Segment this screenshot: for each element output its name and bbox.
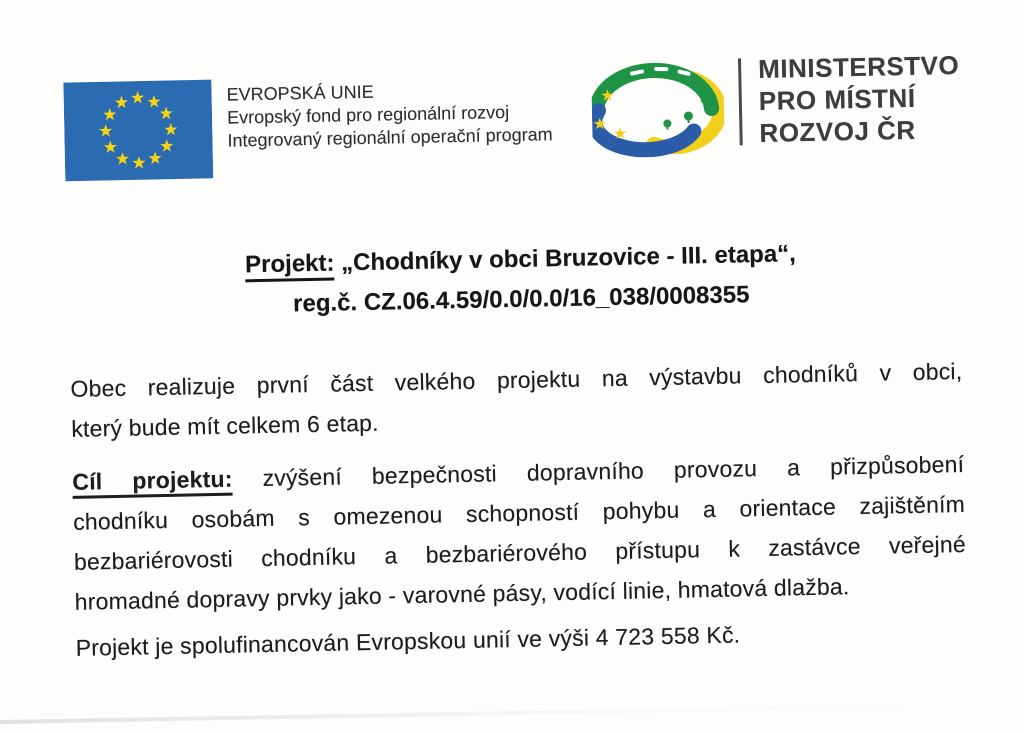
paragraph-1-line-1: Obec realizuje první část velkého projektu na výstavbu chodníků v obci, [70, 357, 963, 402]
paragraph-2-line-2: chodníku osobám s omezenou schopností pohybu a orientace zajištěním [72, 490, 966, 535]
paragraph-2 [72, 444, 967, 622]
goal-lead: Cíl projektu: [72, 466, 233, 499]
eu-line-2: Evropský fond pro regionální rozvoj [226, 102, 510, 128]
ministry-name [758, 49, 961, 149]
paragraph-2-line-3: bezbariérovosti chodníku a bezbariérového přístupu k zastávce veřejné [73, 530, 967, 575]
eu-line-3: Integrovaný regionální operační program [227, 124, 553, 151]
logo-blue-arc [594, 109, 694, 151]
document-body [70, 351, 968, 668]
ministry-line-3: ROZVOJ ČR [759, 114, 916, 148]
paragraph-2-line-4: hromadné dopravy prvky jako - varovné pásy, vodící linie, hmatová dlažba. [74, 573, 850, 615]
paragraph-1 [70, 351, 963, 449]
eu-flag-image [63, 79, 213, 182]
paragraph-1-line-2: který bude mít celkem 6 etap. [71, 409, 379, 442]
cofinancing-statement: Projekt je spolufinancován Evropskou unií ve výši 4 723 558 Kč. [75, 621, 741, 661]
project-title [68, 231, 974, 329]
logo-divider-line [738, 58, 743, 145]
eu-line-1: EVROPSKÁ UNIE [226, 81, 374, 105]
eu-program-text [226, 77, 553, 153]
goal-line-1-rest: zvýšení bezpečnosti dopravního provozu a přizpůsobení [232, 450, 965, 492]
project-reg-number: reg.č. CZ.06.4.59/0.0/0.0/16_038/0008355 [292, 281, 750, 318]
logo-trees [663, 95, 711, 130]
ministry-line-1: MINISTERSTVO [757, 49, 960, 84]
project-title-rest: „Chodníky v obci Bruzovice - III. etapa“, [334, 240, 797, 277]
logo-road-arc [596, 69, 712, 115]
ministry-logo-image [591, 60, 725, 159]
project-title-lead: Projekt: [245, 250, 335, 283]
ministry-line-2: PRO MÍSTNÍ [758, 82, 916, 116]
